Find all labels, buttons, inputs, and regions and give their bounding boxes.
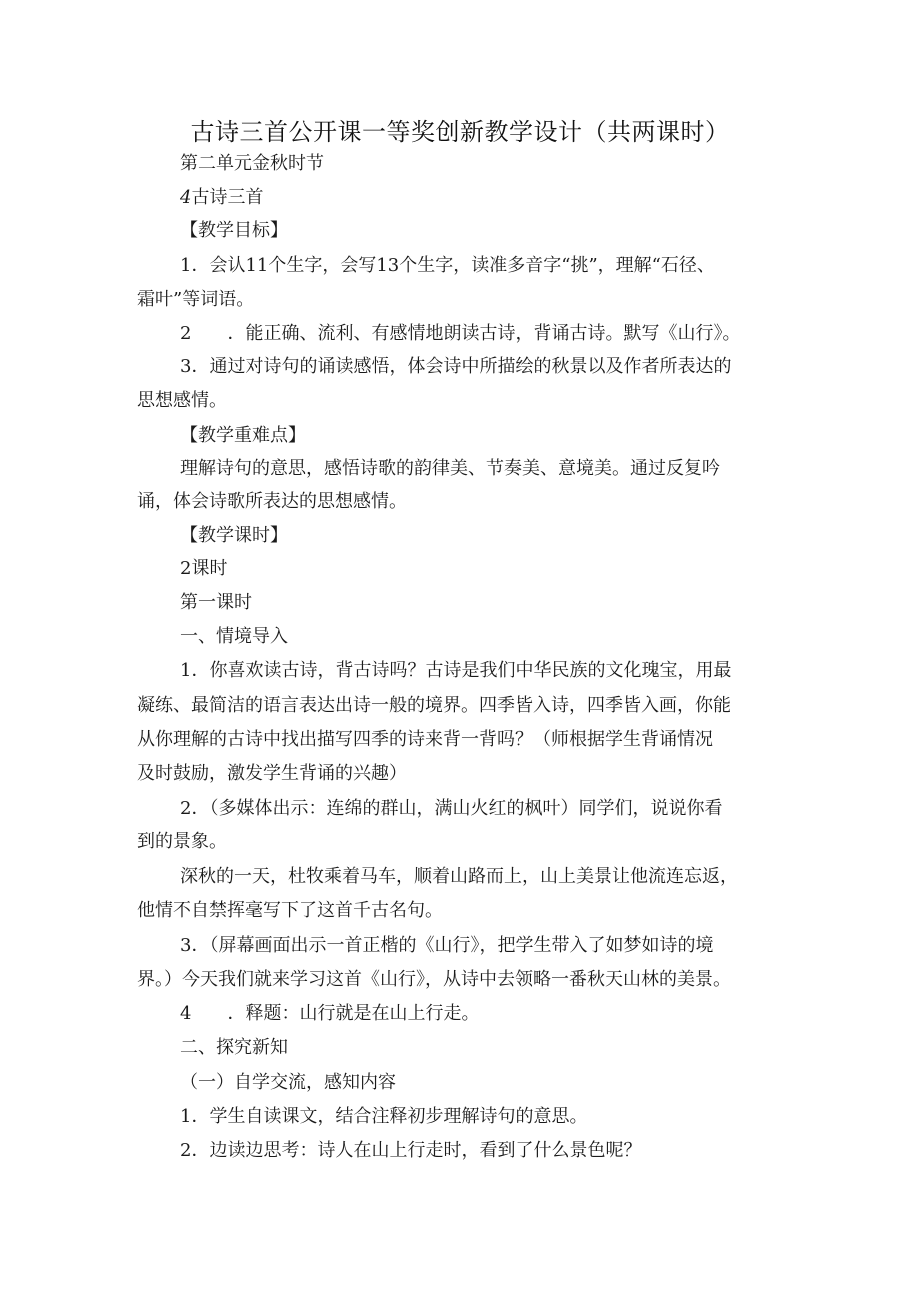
- objectives-heading: 【教学目标】: [180, 220, 288, 241]
- objective-1-line-1: 1．会认11个生字，会写13个生字，读准多音字“挑”，理解“石径、: [180, 255, 715, 276]
- para-2-line-1: 2．（多媒体出示：连绵的群山，满山火红的枫叶）同学们，说说你看: [180, 798, 723, 819]
- para-1-line-2: 凝练、最简洁的语言表达出诗一般的境界。四季皆入诗，四季皆入画，你能: [137, 695, 731, 716]
- hours-heading: 【教学课时】: [180, 525, 288, 546]
- lesson-name: 古诗三首: [191, 187, 264, 208]
- sub-1-heading: （一）自学交流，感知内容: [180, 1072, 396, 1093]
- para-3-line-1: 深秋的一天，杜牧乘着马车，顺着山路而上，山上美景让他流连忘返，: [180, 866, 738, 887]
- para-2-line-2: 到的景象。: [137, 831, 227, 852]
- key-points-line-1: 理解诗句的意思，感悟诗歌的韵律美、节奏美、意境美。通过反复吟: [180, 458, 720, 479]
- step-2: 2．边读边思考：诗人在山上行走时，看到了什么景色呢？: [180, 1140, 642, 1161]
- para-1-line-1: 1．你喜欢读古诗，背古诗吗？古诗是我们中华民族的文化瑰宝，用最: [180, 660, 732, 681]
- objective-3-line-2: 思想感情。: [137, 390, 227, 411]
- objective-1-line-2: 霜叶”等词语。: [137, 289, 255, 310]
- para-3-line-2: 他情不自禁挥毫写下了这首千古名句。: [137, 900, 443, 921]
- para-4-line-2: 界。）今天我们就来学习这首《山行》，从诗中去领略一番秋天山林的美景。: [137, 969, 731, 990]
- lesson-number: 4: [180, 187, 192, 208]
- first-period-heading: 第一课时: [180, 592, 252, 613]
- step-1: 1．学生自读课文，结合注释初步理解诗句的意思。: [180, 1106, 588, 1127]
- objective-3-line-1: 3．通过对诗句的诵读感悟，体会诗中所描绘的秋景以及作者所表达的: [180, 356, 732, 377]
- para-1-line-3: 从你理解的古诗中找出描写四季的诗来背一背吗？（师根据学生背诵情况: [137, 729, 713, 750]
- para-1-line-4: 及时鼓励，激发学生背诵的兴趣）: [137, 763, 407, 784]
- hours-value: 2课时: [180, 558, 228, 579]
- document-title: 古诗三首公开课一等奖创新教学设计（共两课时）: [190, 118, 730, 146]
- unit-heading: 第二单元金秋时节: [180, 153, 324, 174]
- objective-2: 2 ．能正确、流利、有感情地朗读古诗，背诵古诗。默写《山行》。: [180, 323, 741, 344]
- key-points-line-2: 诵，体会诗歌所表达的思想感情。: [137, 491, 407, 512]
- para-4-line-1: 3．（屏幕画面出示一首正楷的《山行》，把学生带入了如梦如诗的境: [180, 935, 714, 956]
- lesson-heading: [180, 186, 263, 210]
- part-2-heading: 二、探究新知: [180, 1037, 288, 1058]
- para-5: 4 ．释题：山行就是在山上行走。: [180, 1003, 480, 1024]
- key-points-heading: 【教学重难点】: [180, 425, 306, 446]
- part-1-heading: 一、情境导入: [180, 626, 288, 647]
